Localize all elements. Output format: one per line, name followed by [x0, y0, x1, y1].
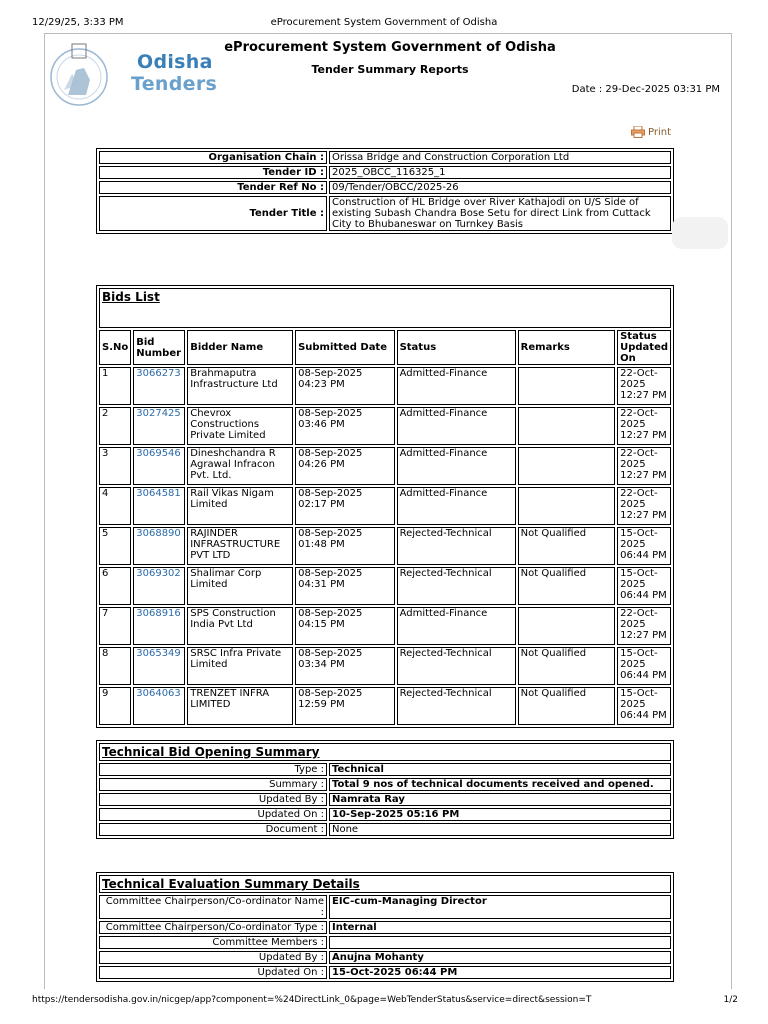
status-updated-on: 15-Oct-2025 06:44 PM: [617, 527, 671, 565]
bid-number-link[interactable]: 3027425: [133, 407, 185, 445]
bid-sno: 2: [99, 407, 131, 445]
scroll-overlay: [672, 217, 728, 249]
bid-remarks: Not Qualified: [518, 527, 615, 565]
bid-number-link[interactable]: 3064581: [133, 487, 185, 525]
tech-open-document-row: [99, 823, 671, 836]
bid-remarks: [518, 607, 615, 645]
bid-number-link[interactable]: 3065349: [133, 647, 185, 685]
submitted-date: 08-Sep-2025 01:48 PM: [295, 527, 395, 565]
tender-info-table: [96, 148, 674, 234]
col-header-submitted-date: Submitted Date: [295, 330, 395, 365]
print-label: Print: [648, 126, 672, 138]
brand-line-odisha: Odisha: [137, 51, 213, 73]
tech-eval-members-label: Committee Members :: [99, 936, 327, 949]
bid-sno: 5: [99, 527, 131, 565]
bid-remarks: [518, 487, 615, 525]
bids-header-row: [99, 330, 671, 365]
bid-status: Admitted-Finance: [397, 407, 516, 445]
tech-open-updated-on-label: Updated On :: [99, 808, 327, 821]
tech-eval-chair-type-label: Committee Chairperson/Co-ordinator Type :: [99, 921, 327, 934]
bid-sno: 8: [99, 647, 131, 685]
tender-ref-value: 09/Tender/OBCC/2025-26: [329, 181, 671, 194]
tender-id-row: [99, 166, 671, 179]
tech-open-summary-value: Total 9 nos of technical documents received and opened.: [329, 778, 671, 791]
report-date: Date : 29-Dec-2025 03:31 PM: [571, 84, 720, 95]
bid-remarks: [518, 407, 615, 445]
tech-eval-caption: Technical Evaluation Summary Details: [99, 875, 671, 893]
tech-open-document-label: Document :: [99, 823, 327, 836]
bid-number-link[interactable]: 3068890: [133, 527, 185, 565]
tech-open-updated-on-row: [99, 808, 671, 821]
status-updated-on: 22-Oct-2025 12:27 PM: [617, 447, 671, 485]
tech-open-updated-by-value: Namrata Ray: [329, 793, 671, 806]
bidder-name: SPS Construction India Pvt Ltd: [187, 607, 293, 645]
tech-open-type-value: Technical: [329, 763, 671, 776]
bidder-name: Dineshchandra R Agrawal Infracon Pvt. Ltd.: [187, 447, 293, 485]
bid-row: [99, 487, 671, 525]
print-page-title: eProcurement System Government of Odisha: [270, 17, 498, 28]
org-chain-value: Orissa Bridge and Construction Corporation Ltd: [329, 151, 671, 164]
bidder-name: Brahmaputra Infrastructure Ltd: [187, 367, 293, 405]
tech-open-type-label: Type :: [99, 763, 327, 776]
bid-row: [99, 367, 671, 405]
bid-number-link[interactable]: 3069546: [133, 447, 185, 485]
bid-row: [99, 567, 671, 605]
bid-row: [99, 447, 671, 485]
bid-status: Admitted-Finance: [397, 607, 516, 645]
bidder-name: TRENZET INFRA LIMITED: [187, 687, 293, 725]
tender-title-row: [99, 196, 671, 231]
printer-icon: [631, 126, 645, 138]
tech-eval-members-row: [99, 936, 671, 949]
tech-eval-updated-by-label: Updated By :: [99, 951, 327, 964]
status-updated-on: 15-Oct-2025 06:44 PM: [617, 687, 671, 725]
tech-open-summary-label: Summary :: [99, 778, 327, 791]
status-updated-on: 22-Oct-2025 12:27 PM: [617, 607, 671, 645]
bid-status: Admitted-Finance: [397, 487, 516, 525]
status-updated-on: 22-Oct-2025 12:27 PM: [617, 487, 671, 525]
submitted-date: 08-Sep-2025 02:17 PM: [295, 487, 395, 525]
bidder-name: RAJINDER INFRASTRUCTURE PVT LTD: [187, 527, 293, 565]
submitted-date: 08-Sep-2025 12:59 PM: [295, 687, 395, 725]
submitted-date: 08-Sep-2025 04:26 PM: [295, 447, 395, 485]
status-updated-on: 22-Oct-2025 12:27 PM: [617, 367, 671, 405]
tech-eval-chair-type-row: [99, 921, 671, 934]
col-header-bid-number: Bid Number: [133, 330, 185, 365]
page-number: 1/2: [723, 995, 738, 1005]
bid-number-link[interactable]: 3064063: [133, 687, 185, 725]
print-timestamp: 12/29/25, 3:33 PM: [32, 17, 124, 28]
tender-title-label: Tender Title :: [99, 196, 327, 231]
bidder-name: Chevrox Constructions Private Limited: [187, 407, 293, 445]
bid-remarks: Not Qualified: [518, 647, 615, 685]
tender-ref-label: Tender Ref No :: [99, 181, 327, 194]
tech-open-summary-row: [99, 778, 671, 791]
tech-open-type-row: [99, 763, 671, 776]
tech-eval-chair-name-value: EIC-cum-Managing Director: [329, 895, 671, 919]
bid-sno: 4: [99, 487, 131, 525]
tech-eval-updated-by-value: Anujna Mohanty: [329, 951, 671, 964]
odisha-emblem-icon: [46, 40, 116, 110]
tech-eval-updated-on-row: [99, 966, 671, 979]
bid-sno: 7: [99, 607, 131, 645]
col-header-remarks: Remarks: [518, 330, 615, 365]
page-title: eProcurement System Government of Odisha: [224, 40, 556, 55]
submitted-date: 08-Sep-2025 04:15 PM: [295, 607, 395, 645]
bid-number-link[interactable]: 3066273: [133, 367, 185, 405]
page-subtitle: Tender Summary Reports: [311, 63, 469, 76]
page-url: https://tendersodisha.gov.in/nicgep/app?component=%24DirectLink_0&page=WebTenderStatus&service=direct&session=T: [32, 995, 592, 1005]
tech-eval-updated-by-row: [99, 951, 671, 964]
tender-title-value: Construction of HL Bridge over River Kathajodi on U/S Side of existing Subash Chandra Bose Setu for direct Link from Cuttack City to Bhubaneswar on Turnkey Basis: [329, 196, 671, 231]
tech-open-updated-on-value: 10-Sep-2025 05:16 PM: [329, 808, 671, 821]
bid-status: Rejected-Technical: [397, 527, 516, 565]
bid-remarks: [518, 447, 615, 485]
col-header-status-updated: Status Updated On: [617, 330, 671, 365]
bid-sno: 6: [99, 567, 131, 605]
tech-open-updated-by-label: Updated By :: [99, 793, 327, 806]
tender-ref-row: [99, 181, 671, 194]
tech-eval-chair-type-value: Internal: [329, 921, 671, 934]
bid-sno: 9: [99, 687, 131, 725]
bidder-name: SRSC Infra Private Limited: [187, 647, 293, 685]
bid-remarks: [518, 367, 615, 405]
status-updated-on: 15-Oct-2025 06:44 PM: [617, 647, 671, 685]
bid-row: [99, 647, 671, 685]
tech-open-document-value: None: [329, 823, 671, 836]
bid-sno: 3: [99, 447, 131, 485]
tech-eval-updated-on-label: Updated On :: [99, 966, 327, 979]
bid-status: Admitted-Finance: [397, 367, 516, 405]
status-updated-on: 22-Oct-2025 12:27 PM: [617, 407, 671, 445]
bid-row: [99, 527, 671, 565]
tech-evaluation-table: [96, 872, 674, 982]
brand-line-tenders: Tenders: [131, 73, 218, 95]
tech-eval-updated-on-value: 15-Oct-2025 06:44 PM: [329, 966, 671, 979]
col-header-status: Status: [397, 330, 516, 365]
bid-status: Admitted-Finance: [397, 447, 516, 485]
tech-opening-caption: Technical Bid Opening Summary: [99, 743, 671, 761]
bidder-name: Shalimar Corp Limited: [187, 567, 293, 605]
tech-open-updated-by-row: [99, 793, 671, 806]
org-chain-label: Organisation Chain :: [99, 151, 327, 164]
status-updated-on: 15-Oct-2025 06:44 PM: [617, 567, 671, 605]
tech-bid-opening-table: [96, 740, 674, 839]
submitted-date: 08-Sep-2025 03:34 PM: [295, 647, 395, 685]
tender-id-value: 2025_OBCC_116325_1: [329, 166, 671, 179]
submitted-date: 08-Sep-2025 03:46 PM: [295, 407, 395, 445]
bid-status: Rejected-Technical: [397, 687, 516, 725]
bids-list-table: [96, 285, 674, 728]
submitted-date: 08-Sep-2025 04:23 PM: [295, 367, 395, 405]
tender-id-label: Tender ID :: [99, 166, 327, 179]
bid-row: [99, 407, 671, 445]
bid-row: [99, 607, 671, 645]
org-chain-row: [99, 151, 671, 164]
bidder-name: Rail Vikas Nigam Limited: [187, 487, 293, 525]
col-header-bidder-name: Bidder Name: [187, 330, 293, 365]
bid-status: Rejected-Technical: [397, 567, 516, 605]
print-button[interactable]: [631, 126, 671, 138]
bids-list-caption: Bids List: [99, 288, 671, 328]
tech-eval-chair-name-row: [99, 895, 671, 919]
bid-remarks: Not Qualified: [518, 567, 615, 605]
tech-eval-chair-name-label: Committee Chairperson/Co-ordinator Name :: [99, 895, 327, 919]
bid-number-link[interactable]: 3069302: [133, 567, 185, 605]
bid-number-link[interactable]: 3068916: [133, 607, 185, 645]
bid-sno: 1: [99, 367, 131, 405]
bid-row: [99, 687, 671, 725]
tech-eval-members-value: [329, 936, 671, 949]
bid-status: Rejected-Technical: [397, 647, 516, 685]
bid-remarks: Not Qualified: [518, 687, 615, 725]
col-header-sno: S.No: [99, 330, 131, 365]
submitted-date: 08-Sep-2025 04:31 PM: [295, 567, 395, 605]
